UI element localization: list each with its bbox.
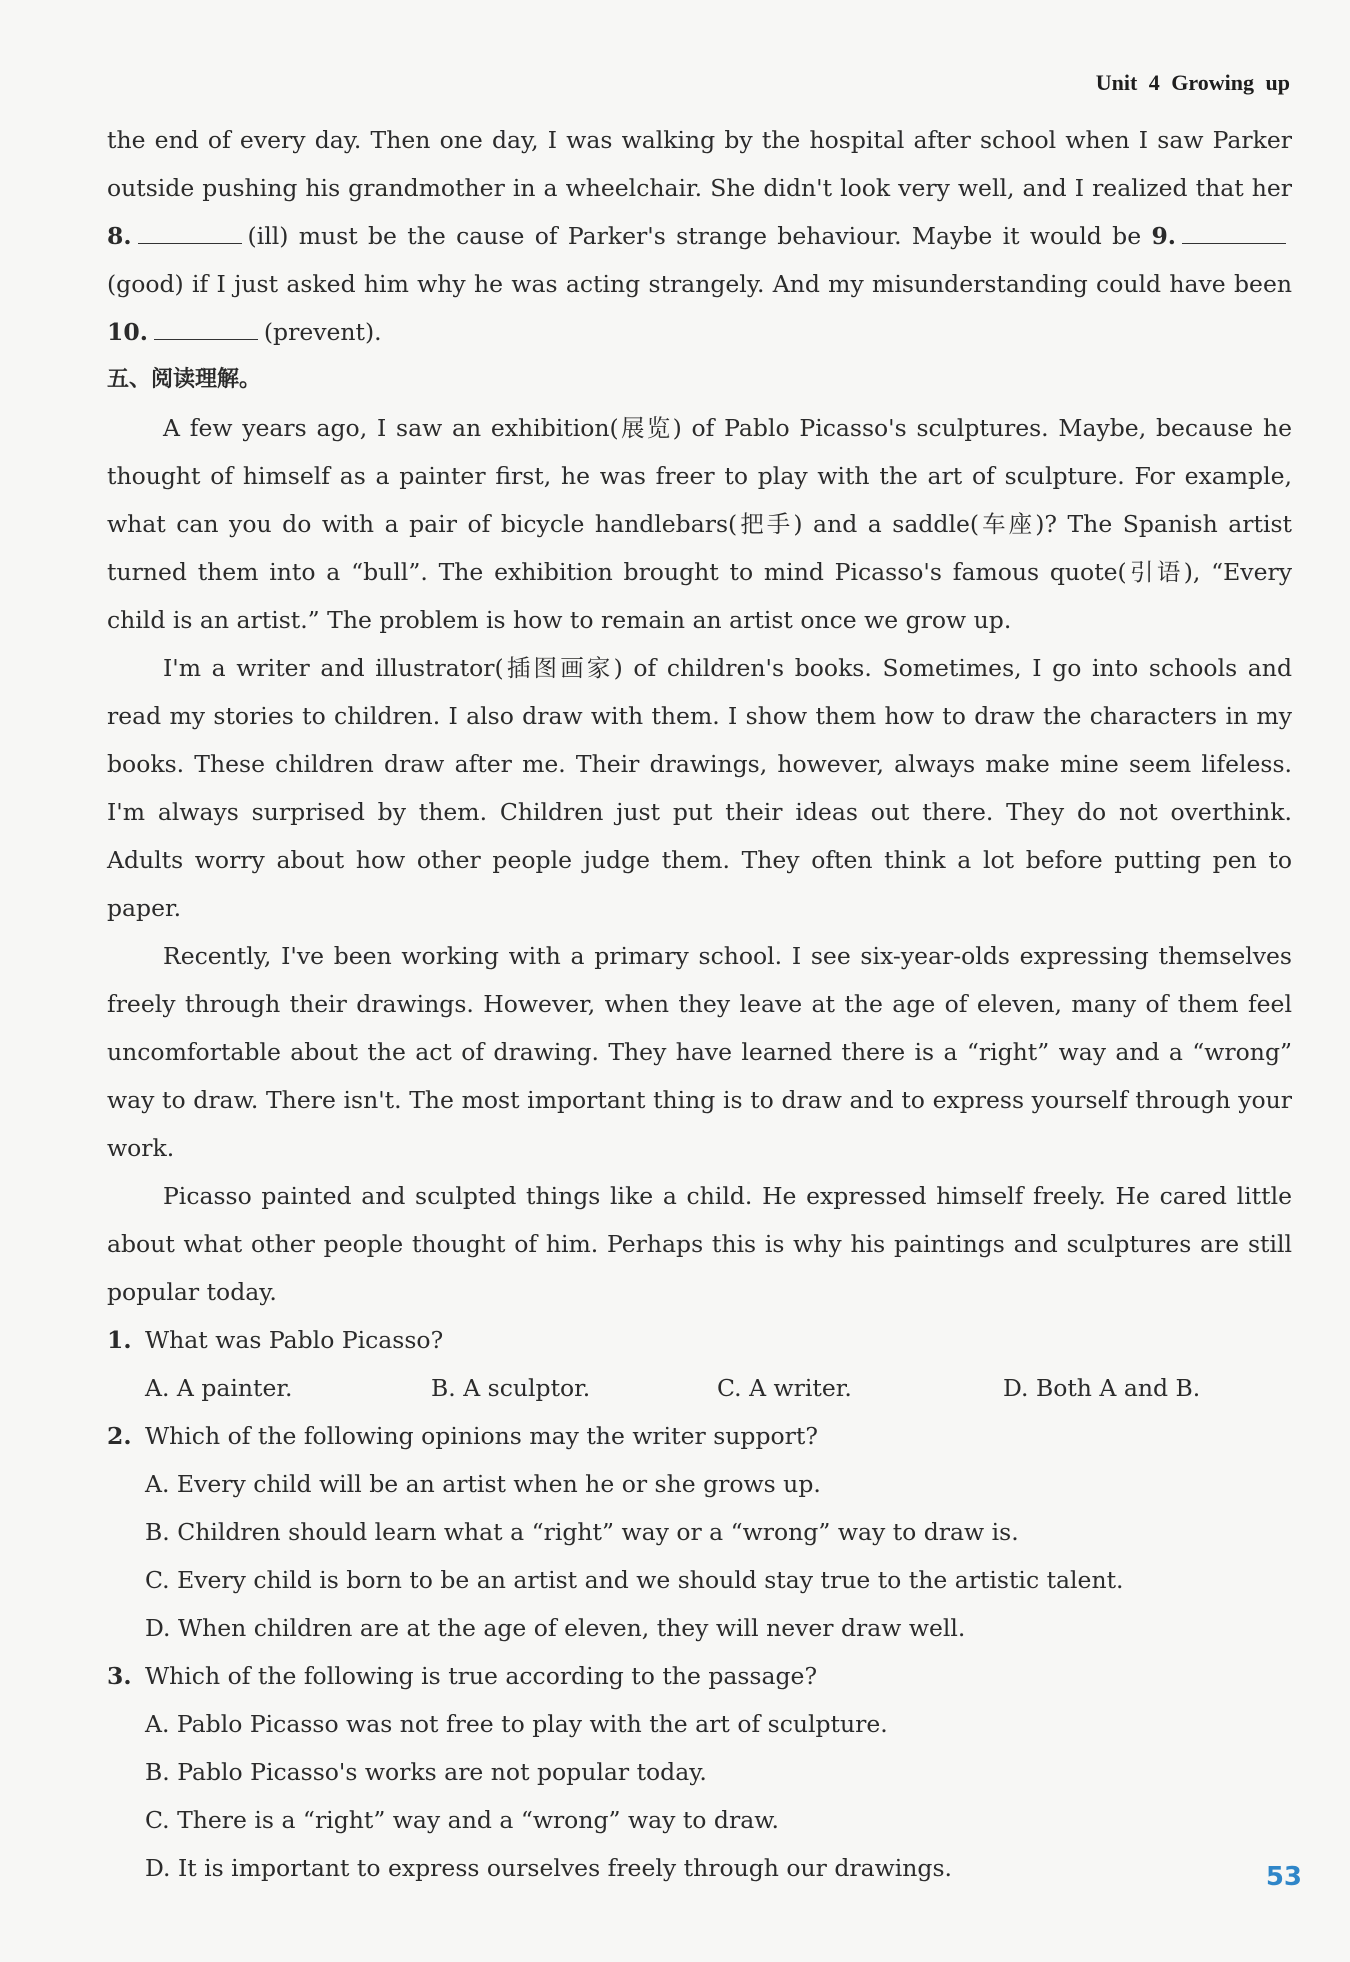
question-number: 1. [107,1326,132,1354]
option-b[interactable]: B. Pablo Picasso's works are not popular today. [145,1758,707,1786]
section-title: 五、阅读理解。 [107,367,262,392]
running-header: Unit 4 Growing up [1095,70,1290,95]
option-a[interactable]: A. Every child will be an artist when he or she grows up. [145,1470,821,1498]
question-text: Which of the following is true according to the passage? [145,1662,818,1690]
question-1 [107,1316,1292,1412]
option-c[interactable]: C. Every child is born to be an artist and we should stay true to the artistic talent. [145,1566,1124,1594]
blank-number-10: 10. [107,318,148,346]
question-number: 2. [107,1422,132,1450]
option-c[interactable]: C. A writer. [717,1374,852,1402]
passage-paragraph-2: I'm a writer and illustrator(插图画家) of children's books. Sometimes, I go into schools and read my stories to children. I also draw with them. I show them how to draw the characters in my books. These children draw after me. Their drawings, however, always make mine seem lifeless. I'm always surprised by them. Children just put their ideas out there. They do not overthink. Adults worry about how other people judge them. They often think a lot before putting pen to paper. [107,654,1292,922]
question-2 [107,1412,1292,1652]
answer-blank-9[interactable] [1182,221,1286,244]
option-d[interactable]: D. Both A and B. [1003,1374,1201,1402]
blank-number-9: 9. [1151,222,1176,250]
option-b[interactable]: B. A sculptor. [431,1374,591,1402]
question-text: What was Pablo Picasso? [145,1326,444,1354]
cloze-text-8: (ill) must be the cause of Parker's strange behaviour. Maybe it would be [247,222,1142,250]
answer-blank-10[interactable] [154,317,258,340]
cloze-text-9: (good) if I just asked him why he was acting strangely. And my misunderstanding could have been [107,270,1292,298]
cloze-paragraph [107,116,1292,356]
options-row [107,1364,1292,1412]
answer-blank-8[interactable] [138,221,242,244]
page-content [107,116,1292,1892]
cloze-text-10: (prevent). [263,318,382,346]
question-number: 3. [107,1662,132,1690]
page-number: 53 [1265,1862,1302,1892]
option-a[interactable]: A. Pablo Picasso was not free to play with the art of sculpture. [145,1710,888,1738]
cloze-line: the end of every day. Then one day, I was walking by the hospital after school when I saw Parker outside pushing his grandmother in a wheelchair. She didn't look very well, and I realized that her [107,126,1292,202]
passage-paragraph-1: A few years ago, I saw an exhibition(展览) of Pablo Picasso's sculptures. Maybe, because he thought of himself as a painter first, he was freer to play with the art of sculpture. For example, what can you do with a pair of bicycle handlebars(把手) and a saddle(车座)? The Spanish artist turned them into a “bull”. The exhibition brought to mind Picasso's famous quote(引语), “Every child is an artist.” The problem is how to remain an artist once we grow up. [107,414,1292,634]
option-b[interactable]: B. Children should learn what a “right” way or a “wrong” way to draw is. [145,1518,1019,1546]
option-c[interactable]: C. There is a “right” way and a “wrong” way to draw. [145,1806,780,1834]
question-3 [107,1652,1292,1892]
option-d[interactable]: D. It is important to express ourselves freely through our drawings. [145,1854,952,1882]
passage-paragraph-3: Recently, I've been working with a primary school. I see six-year-olds expressing themselves freely through their drawings. However, when they leave at the age of eleven, many of them feel uncomfortable about the act of drawing. They have learned there is a “right” way and a “wrong” way to draw. There isn't. The most important thing is to draw and to express yourself through your work. [107,942,1292,1162]
option-d[interactable]: D. When children are at the age of eleven, they will never draw well. [145,1614,966,1642]
question-text: Which of the following opinions may the writer support? [145,1422,818,1450]
blank-number-8: 8. [107,222,132,250]
option-a[interactable]: A. A painter. [145,1374,293,1402]
passage-paragraph-4: Picasso painted and sculpted things like a child. He expressed himself freely. He cared little about what other people thought of him. Perhaps this is why his paintings and sculptures are still popular today. [107,1182,1292,1306]
